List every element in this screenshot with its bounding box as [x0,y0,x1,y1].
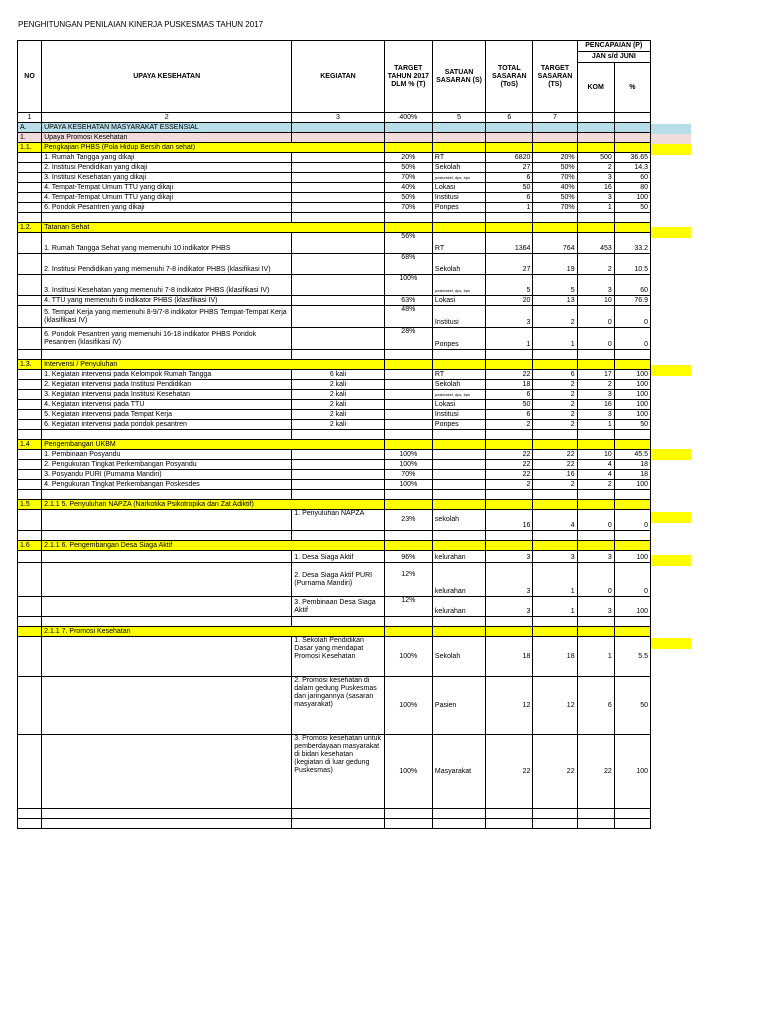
section-13-fill [651,365,691,376]
section-no: 1.6 [18,541,42,551]
row-satuan: Lokasi [432,183,485,193]
row-total: 2 [486,480,533,490]
section-15-fill [651,512,691,523]
row-satuan: poskeskel, dps, bps [432,275,485,296]
row-satuan: poskeskel, dps, bps [432,173,485,183]
row-kom: 453 [577,233,614,254]
row-ts: 50% [533,193,577,203]
row-total: 50 [486,400,533,410]
section-label: Upaya Promosi Kesehatan [42,133,292,143]
row-upaya: 1. Rumah Tangga Sehat yang memenuhi 10 indikator PHBS [42,233,292,254]
row-total: 50 [486,183,533,193]
row-kom: 3 [577,597,614,617]
row-kom: 0 [577,510,614,531]
row-upaya: 6. Kegiatan intervensi pada pondok pesantren [42,420,292,430]
colnum: 400% [384,113,432,123]
header-periode: JAN s/d JUNI [577,52,650,63]
row-total: 6 [486,410,533,420]
row-ts: 2 [533,400,577,410]
row-satuan: RT [432,153,485,163]
row-satuan: kelurahan [432,597,485,617]
header-target-sasaran: TARGET SASARAN (TS) [533,41,577,113]
row-pct: 33.2 [614,233,650,254]
row-satuan: Ponpes [432,420,485,430]
section-no: 1. [18,133,42,143]
row-pct: 100 [614,480,650,490]
row-kom: 22 [577,735,614,809]
row-pct: 60 [614,173,650,183]
row-kom: 1 [577,420,614,430]
row-pct: 100 [614,735,650,809]
row-satuan: poskeskel, dps, bps [432,390,485,400]
row-satuan: kelurahan [432,551,485,563]
row-upaya: 4. Tempat-Tempat Umum TTU yang dikaji [42,193,292,203]
row-upaya: 3. Kegiatan intervensi pada Institusi Kesehatan [42,390,292,400]
row-pct: 0 [614,563,650,597]
performance-table [17,40,651,829]
row-pct: 100 [614,390,650,400]
row-ts: 1 [533,328,577,350]
row-upaya: 3. Institusi Kesehatan yang dikaji [42,173,292,183]
row-pct: 50 [614,677,650,735]
row-kegiatan: 2 kali [292,390,384,400]
row-ts: 764 [533,233,577,254]
row-ts: 22 [533,450,577,460]
section-1-fill [651,134,691,144]
section-no: 1.1. [18,143,42,153]
row-total: 22 [486,460,533,470]
row-ts: 19 [533,254,577,275]
row-target: 28% [384,328,432,350]
section-label: Pengkajian PHBS (Pola Hidup Bersih dan sehat) [42,143,385,153]
header-upaya: UPAYA KESEHATAN [42,41,292,113]
row-target: 68% [384,254,432,275]
row-kom: 0 [577,328,614,350]
row-pct: 0 [614,510,650,531]
row-kom: 2 [577,380,614,390]
row-total: 22 [486,735,533,809]
row-target: 100% [384,735,432,809]
section-no: 1.4 [18,440,42,450]
section-14-fill [651,449,691,460]
row-total: 3 [486,563,533,597]
row-total: 3 [486,551,533,563]
section-label: Intervensi / Penyuluhan [42,360,385,370]
row-total: 6 [486,390,533,400]
row-kom: 3 [577,551,614,563]
section-no: 1.3. [18,360,42,370]
row-pct: 10.5 [614,254,650,275]
row-pct: 18 [614,460,650,470]
row-target: 96% [384,551,432,563]
row-target: 63% [384,296,432,306]
row-kegiatan: 1. Desa Siaga Aktif [292,551,384,563]
colnum: 6 [486,113,533,123]
row-pct: 100 [614,410,650,420]
row-target: 12% [384,563,432,597]
row-kom: 0 [577,563,614,597]
row-upaya: 2. Kegiatan intervensi pada Institusi Pendidikan [42,380,292,390]
header-total: TOTAL SASARAN (ToS) [486,41,533,113]
row-total: 16 [486,510,533,531]
row-upaya: 4. Kegiatan intervensi pada TTU [42,400,292,410]
row-total: 5 [486,275,533,296]
row-ts: 16 [533,470,577,480]
row-satuan: Sekolah [432,637,485,677]
row-satuan: Lokasi [432,400,485,410]
row-target: 50% [384,163,432,173]
row-pct: 5.5 [614,637,650,677]
row-kegiatan: 2. Promosi kesehatan di dalam gedung Puskesmas dan jaringannya (sasaran masyarakat) [292,677,384,735]
row-ts: 70% [533,173,577,183]
row-total: 1364 [486,233,533,254]
row-upaya: 2. Pengukuran Tingkat Perkembangan Posyandu [42,460,292,470]
row-pct: 45.5 [614,450,650,460]
row-ts: 20% [533,153,577,163]
row-total: 1 [486,203,533,213]
row-ts: 6 [533,370,577,380]
row-ts: 12 [533,677,577,735]
row-target: 70% [384,470,432,480]
row-kom: 1 [577,637,614,677]
row-ts: 18 [533,637,577,677]
section-a-fill [651,124,691,134]
row-ts: 22 [533,735,577,809]
section-16-fill [651,555,691,566]
row-kegiatan: 1. Penyuluhan NAPZA [292,510,384,531]
row-pct: 100 [614,400,650,410]
row-upaya: 1. Pembinaan Posyandu [42,450,292,460]
colnum: 5 [432,113,485,123]
header-target: TARGET TAHUN 2017 DLM % (T) [384,41,432,113]
section-no: 1.5 [18,500,42,510]
row-kom: 4 [577,460,614,470]
header-no: NO [18,41,42,113]
row-pct: 60 [614,275,650,296]
row-satuan: Sekolah [432,163,485,173]
section-label: UPAYA KESEHATAN MASYARAKAT ESSENSIAL [42,123,292,133]
row-target: 100% [384,637,432,677]
row-upaya: 2. Institusi Pendidikan yang dikaji [42,163,292,173]
row-total: 3 [486,306,533,328]
row-target: 48% [384,306,432,328]
header-kegiatan: KEGIATAN [292,41,384,113]
row-satuan: sekolah [432,510,485,531]
row-target: 23% [384,510,432,531]
header-pencapaian: PENCAPAIAN (P) [577,41,650,52]
row-target: 12% [384,597,432,617]
row-kom: 6 [577,677,614,735]
row-kom: 3 [577,275,614,296]
row-target: 50% [384,193,432,203]
row-kegiatan: 6 kali [292,370,384,380]
page-title: PENGHITUNGAN PENILAIAN KINERJA PUSKESMAS TAHUN 2017 [18,20,264,29]
row-total: 6820 [486,153,533,163]
row-kegiatan: 2 kali [292,400,384,410]
row-upaya: 3. Posyandu PURI (Purnama Mandiri) [42,470,292,480]
row-satuan: Ponpes [432,203,485,213]
section-no: A. [18,123,42,133]
row-pct: 50 [614,420,650,430]
section-11-fill [651,144,691,155]
row-total: 22 [486,470,533,480]
row-upaya: 6. Pondok Pesantren yang dikaji [42,203,292,213]
section-no: 1.2. [18,223,42,233]
row-target: 100% [384,480,432,490]
row-upaya: 4. Pengukuran Tingkat Perkembangan Poskesdes [42,480,292,490]
header-satuan: SATUAN SASARAN (S) [432,41,485,113]
row-satuan: kelurahan [432,563,485,597]
row-upaya: 3. Institusi Kesehatan yang memenuhi 7-8 indikator PHBS (klasifikasi IV) [42,275,292,296]
row-satuan: RT [432,233,485,254]
row-total: 6 [486,173,533,183]
row-kom: 3 [577,390,614,400]
row-satuan: Institusi [432,306,485,328]
row-ts: 3 [533,551,577,563]
row-ts: 13 [533,296,577,306]
row-total: 27 [486,163,533,173]
row-pct: 100 [614,597,650,617]
row-target: 70% [384,203,432,213]
row-pct: 100 [614,380,650,390]
row-pct: 100 [614,193,650,203]
row-ts: 1 [533,597,577,617]
row-kom: 500 [577,153,614,163]
row-upaya: 1. Kegiatan intervensi pada Kelompok Rumah Tangga [42,370,292,380]
row-ts: 5 [533,275,577,296]
row-pct: 14.3 [614,163,650,173]
row-ts: 2 [533,390,577,400]
row-kom: 3 [577,193,614,203]
row-kom: 3 [577,410,614,420]
row-total: 22 [486,450,533,460]
row-satuan: Ponpes [432,328,485,350]
row-kegiatan: 1. Sekolah Pendidikan Dasar yang mendapat Promosi Kesehatan [292,637,384,677]
row-pct: 80 [614,183,650,193]
header-kom: KOM [577,63,614,113]
section-label: Pengembangan UKBM [42,440,385,450]
section-label: 2.1.1 7. Promosi Kesehatan [42,627,385,637]
row-kom: 4 [577,470,614,480]
row-kegiatan: 2 kali [292,380,384,390]
row-target: 20% [384,153,432,163]
row-satuan: RT [432,370,485,380]
row-ts: 70% [533,203,577,213]
row-upaya: 4. Tempat-Tempat Umum TTU yang dikaji [42,183,292,193]
row-ts: 22 [533,460,577,470]
row-satuan: Institusi [432,193,485,203]
row-target: 70% [384,173,432,183]
row-total: 1 [486,328,533,350]
row-pct: 100 [614,551,650,563]
row-kom: 2 [577,480,614,490]
row-ts: 40% [533,183,577,193]
row-total: 3 [486,597,533,617]
header-persen: % [614,63,650,113]
row-kom: 2 [577,254,614,275]
row-satuan: Sekolah [432,254,485,275]
row-total: 20 [486,296,533,306]
row-kom: 10 [577,296,614,306]
row-target: 100% [384,677,432,735]
colnum: 7 [533,113,577,123]
row-upaya: 6. Pondok Pesantren yang memenuhi 16-18 indikator PHBS Pondok Pesantren (klasifikasi IV) [42,328,292,350]
section-label: 2.1.1 6. Pengembangan Desa Siaga Aktif [42,541,385,551]
row-total: 22 [486,370,533,380]
row-satuan: Institusi [432,410,485,420]
row-target: 100% [384,450,432,460]
row-ts: 1 [533,563,577,597]
section-17-fill [651,638,691,649]
row-kom: 16 [577,183,614,193]
row-upaya: 2. Institusi Pendidikan yang memenuhi 7-8 indikator PHBS (klasifikasi IV) [42,254,292,275]
row-satuan: Lokasi [432,296,485,306]
row-satuan: Pasien [432,677,485,735]
row-upaya: 1. Rumah Tangga yang dikaji [42,153,292,163]
row-target: 100% [384,275,432,296]
row-kom: 1 [577,203,614,213]
row-pct: 18 [614,470,650,480]
row-target: 100% [384,460,432,470]
row-total: 18 [486,380,533,390]
row-kegiatan: 3. Promosi kesehatan untuk pemberdayaan masyarakat di bidan kesehatan (kegiatan di luar gedung Puskesmas) [292,735,384,809]
section-12-fill [651,227,691,238]
row-pct: 100 [614,370,650,380]
row-kom: 10 [577,450,614,460]
row-pct: 50 [614,203,650,213]
section-label: 2.1.1 5. Penyuluhan NAPZA (Narkotika Psikotropika dan Zat Adiktif) [42,500,385,510]
row-ts: 2 [533,480,577,490]
row-kegiatan: 3. Pembinaan Desa Siaga Aktif [292,597,384,617]
row-kegiatan: 2 kali [292,420,384,430]
row-target: 40% [384,183,432,193]
row-upaya: 5. Tempat Kerja yang memenuhi 8-9/7-8 indikator PHBS Tempat-Tempat Kerja (klasifikasi IV) [42,306,292,328]
row-kom: 2 [577,163,614,173]
row-kegiatan: 2 kali [292,410,384,420]
section-label: Tatanan Sehat [42,223,385,233]
row-total: 18 [486,637,533,677]
row-upaya: 5. Kegiatan intervensi pada Tempat Kerja [42,410,292,420]
row-ts: 2 [533,380,577,390]
row-total: 2 [486,420,533,430]
row-kegiatan: 2. Desa Siaga Aktif PURI (Purnama Mandiri) [292,563,384,597]
row-ts: 50% [533,163,577,173]
row-ts: 2 [533,420,577,430]
row-total: 27 [486,254,533,275]
row-target: 56% [384,233,432,254]
row-pct: 36.65 [614,153,650,163]
row-kom: 3 [577,173,614,183]
row-ts: 4 [533,510,577,531]
colnum: 2 [42,113,292,123]
row-upaya: 4. TTU yang memenuhi 6 indikator PHBS (klasifikasi IV) [42,296,292,306]
row-ts: 2 [533,410,577,420]
row-total: 6 [486,193,533,203]
row-kom: 17 [577,370,614,380]
row-ts: 2 [533,306,577,328]
row-satuan: Sekolah [432,380,485,390]
row-total: 12 [486,677,533,735]
row-pct: 0 [614,306,650,328]
row-satuan: Masyarakat [432,735,485,809]
colnum: 1 [18,113,42,123]
row-pct: 0 [614,328,650,350]
row-kom: 16 [577,400,614,410]
row-kom: 0 [577,306,614,328]
colnum: 3 [292,113,384,123]
row-pct: 76.9 [614,296,650,306]
